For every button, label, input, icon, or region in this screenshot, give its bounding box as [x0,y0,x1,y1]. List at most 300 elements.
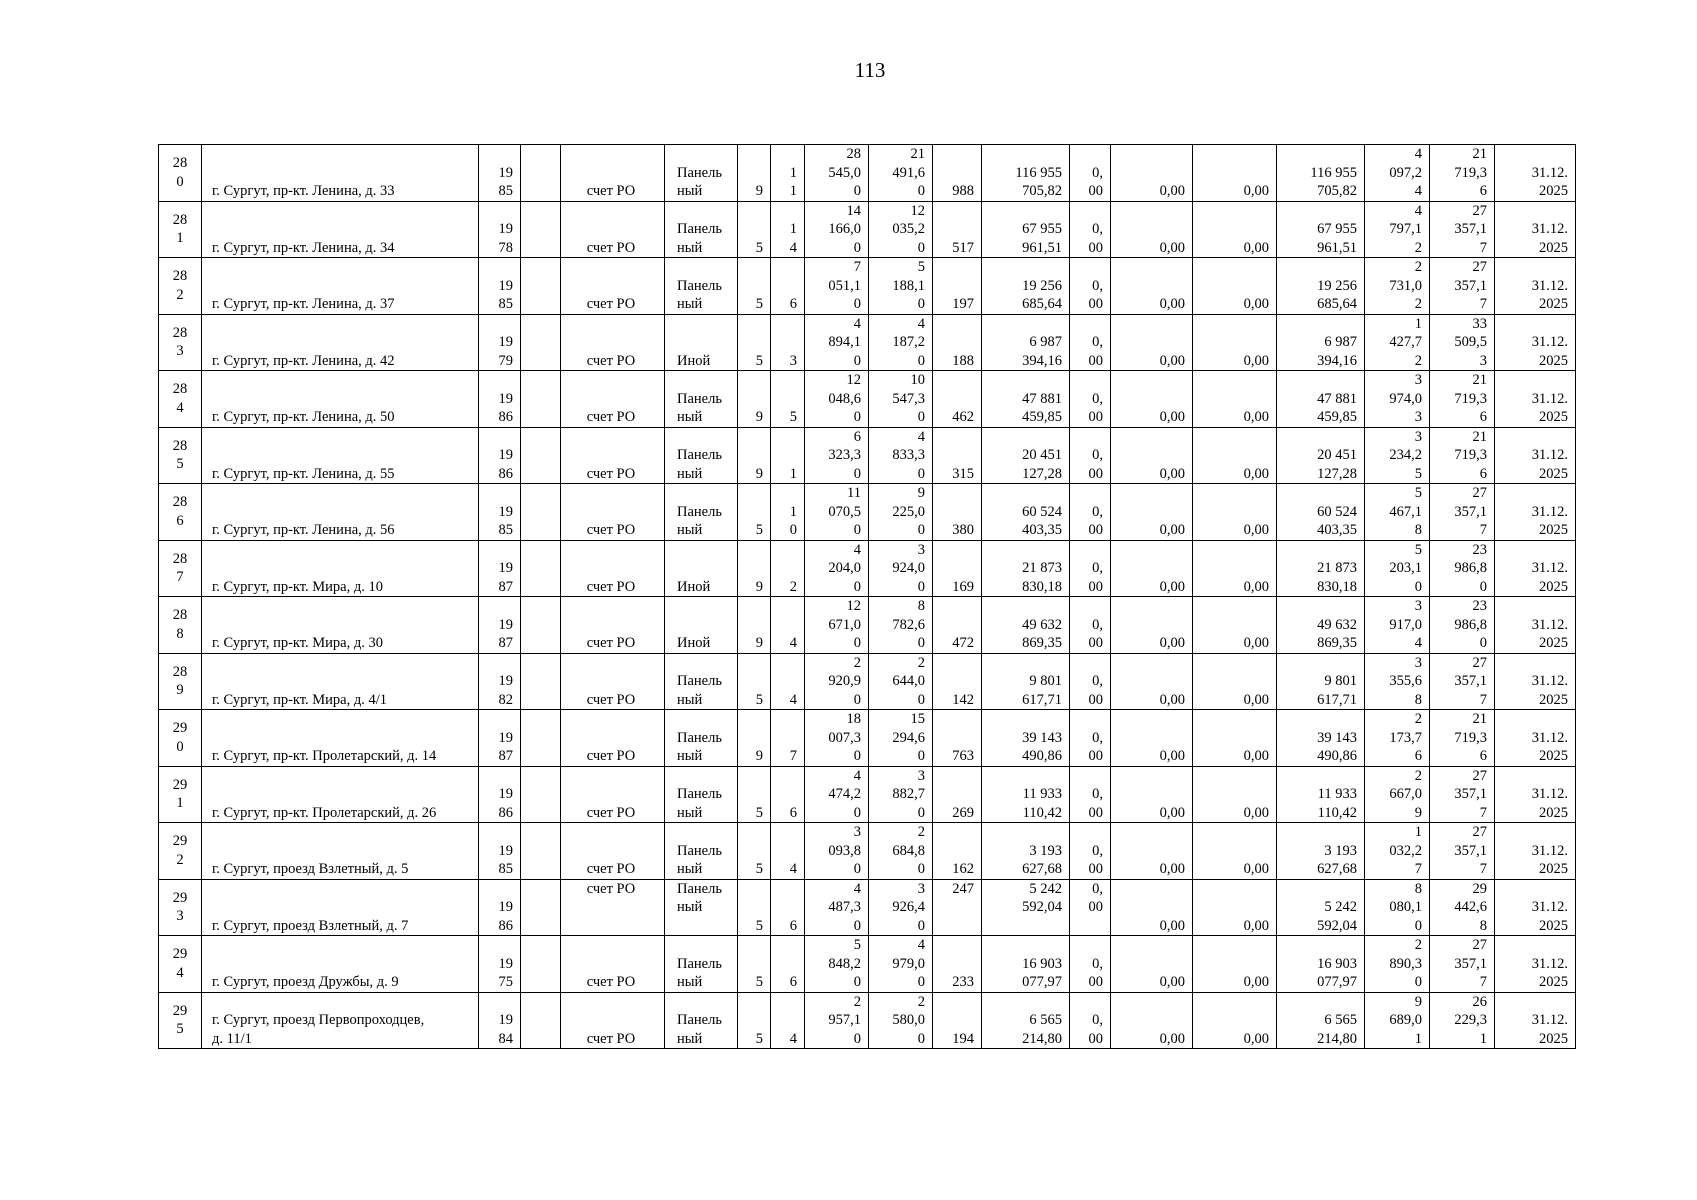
max-unit-cost-cell: 33 509,5 3 [1430,314,1495,371]
funding-source-cell: счет РО [561,145,665,202]
row-number-cell: 29 2 [159,823,202,880]
entrances-cell: 2 [771,540,805,597]
max-unit-cost-cell: 21 719,3 6 [1430,371,1495,428]
empty-cell [521,879,561,936]
local-budget-cost-cell: 0,00 [1193,879,1277,936]
entrances-cell: 4 [771,992,805,1049]
row-number-cell: 28 7 [159,540,202,597]
commission-year-cell: 19 84 [479,992,521,1049]
row-number-cell: 29 4 [159,936,202,993]
table-row [159,653,1576,710]
empty-cell [521,427,561,484]
residents-cell: 197 [933,258,982,315]
max-unit-cost-cell: 27 357,1 7 [1430,653,1495,710]
funding-source-cell: счет РО [561,823,665,880]
budget-cost-cell: 0,00 [1111,145,1193,202]
address-cell: г. Сургут, пр-кт. Ленина, д. 42 [202,314,479,371]
entrances-cell: 1 1 [771,145,805,202]
total-cost-cell: 11 933 110,42 [982,766,1070,823]
row-number-cell: 28 5 [159,427,202,484]
living-area-cell: 5 188,1 0 [869,258,933,315]
floors-cell: 9 [738,145,771,202]
budget-cost-cell: 0,00 [1111,258,1193,315]
table-row [159,597,1576,654]
commission-year-cell: 19 87 [479,597,521,654]
total-area-cell: 18 007,3 0 [805,710,869,767]
local-budget-cost-cell: 0,00 [1193,766,1277,823]
local-budget-cost-cell: 0,00 [1193,653,1277,710]
fund-cost-cell: 0, 00 [1070,258,1111,315]
entrances-cell: 6 [771,879,805,936]
local-budget-cost-cell: 0,00 [1193,258,1277,315]
total-cost-cell: 6 565 214,80 [982,992,1070,1049]
entrances-cell: 6 [771,936,805,993]
total-area-cell: 4 474,2 0 [805,766,869,823]
unit-cost-cell: 4 797,1 2 [1365,201,1430,258]
residents-cell: 194 [933,992,982,1049]
funding-source-cell: счет РО [561,766,665,823]
living-area-cell: 12 035,2 0 [869,201,933,258]
fund-cost-cell: 0, 00 [1070,653,1111,710]
table-row [159,201,1576,258]
wall-material-cell: Иной [665,597,738,654]
address-cell: г. Сургут, проезд Взлетный, д. 7 [202,879,479,936]
commission-year-cell: 19 85 [479,258,521,315]
deadline-cell: 31.12. 2025 [1495,484,1576,541]
residents-cell: 763 [933,710,982,767]
fund-cost-cell: 0, 00 [1070,597,1111,654]
max-unit-cost-cell: 26 229,3 1 [1430,992,1495,1049]
wall-material-cell: Панель ный [665,879,738,936]
entrances-cell: 4 [771,597,805,654]
unit-cost-cell: 9 689,0 1 [1365,992,1430,1049]
housing-registry-table [158,144,1576,1049]
address-cell: г. Сургут, пр-кт. Мира, д. 30 [202,597,479,654]
wall-material-cell: Иной [665,540,738,597]
entrances-cell: 1 0 [771,484,805,541]
unit-cost-cell: 3 974,0 3 [1365,371,1430,428]
floors-cell: 5 [738,823,771,880]
wall-material-cell: Панель ный [665,258,738,315]
commission-year-cell: 19 85 [479,484,521,541]
row-number-cell: 28 0 [159,145,202,202]
wall-material-cell: Панель ный [665,201,738,258]
funding-source-cell: счет РО [561,427,665,484]
total-cost-cell: 47 881 459,85 [982,371,1070,428]
deadline-cell: 31.12. 2025 [1495,427,1576,484]
living-area-cell: 21 491,6 0 [869,145,933,202]
entrances-cell: 1 [771,427,805,484]
floors-cell: 5 [738,314,771,371]
deadline-cell: 31.12. 2025 [1495,710,1576,767]
local-budget-cost-cell: 0,00 [1193,427,1277,484]
row-number-cell: 28 1 [159,201,202,258]
empty-cell [521,371,561,428]
fund-cost-cell: 0, 00 [1070,766,1111,823]
residents-cell: 188 [933,314,982,371]
budget-cost-cell: 0,00 [1111,314,1193,371]
total-cost-cell: 67 955 961,51 [982,201,1070,258]
unit-cost-cell: 1 032,2 7 [1365,823,1430,880]
living-area-cell: 2 684,8 0 [869,823,933,880]
owners-cost-cell: 9 801 617,71 [1277,653,1365,710]
floors-cell: 5 [738,258,771,315]
living-area-cell: 4 979,0 0 [869,936,933,993]
address-cell: г. Сургут, пр-кт. Мира, д. 4/1 [202,653,479,710]
budget-cost-cell: 0,00 [1111,710,1193,767]
wall-material-cell: Панель ный [665,823,738,880]
budget-cost-cell: 0,00 [1111,992,1193,1049]
page-number: 113 [854,58,886,82]
total-area-cell: 6 323,3 0 [805,427,869,484]
unit-cost-cell: 3 917,0 4 [1365,597,1430,654]
max-unit-cost-cell: 27 357,1 7 [1430,936,1495,993]
address-cell: г. Сургут, пр-кт. Ленина, д. 37 [202,258,479,315]
floors-cell: 9 [738,371,771,428]
deadline-cell: 31.12. 2025 [1495,936,1576,993]
row-number-cell: 28 9 [159,653,202,710]
local-budget-cost-cell: 0,00 [1193,992,1277,1049]
living-area-cell: 8 782,6 0 [869,597,933,654]
floors-cell: 9 [738,540,771,597]
local-budget-cost-cell: 0,00 [1193,145,1277,202]
living-area-cell: 4 187,2 0 [869,314,933,371]
budget-cost-cell: 0,00 [1111,936,1193,993]
empty-cell [521,201,561,258]
table-row [159,823,1576,880]
residents-cell: 988 [933,145,982,202]
total-cost-cell: 6 987 394,16 [982,314,1070,371]
table-row [159,540,1576,597]
floors-cell: 5 [738,484,771,541]
deadline-cell: 31.12. 2025 [1495,258,1576,315]
address-cell: г. Сургут, пр-кт. Пролетарский, д. 26 [202,766,479,823]
unit-cost-cell: 2 890,3 0 [1365,936,1430,993]
budget-cost-cell: 0,00 [1111,484,1193,541]
unit-cost-cell: 1 427,7 2 [1365,314,1430,371]
wall-material-cell: Панель ный [665,484,738,541]
funding-source-cell: счет РО [561,540,665,597]
residents-cell: 169 [933,540,982,597]
address-cell: г. Сургут, проезд Взлетный, д. 5 [202,823,479,880]
owners-cost-cell: 20 451 127,28 [1277,427,1365,484]
row-number-cell: 29 5 [159,992,202,1049]
table-row [159,879,1576,936]
max-unit-cost-cell: 27 357,1 7 [1430,484,1495,541]
total-area-cell: 2 920,9 0 [805,653,869,710]
row-number-cell: 29 1 [159,766,202,823]
total-cost-cell: 19 256 685,64 [982,258,1070,315]
commission-year-cell: 19 86 [479,766,521,823]
wall-material-cell: Иной [665,314,738,371]
total-cost-cell: 20 451 127,28 [982,427,1070,484]
floors-cell: 5 [738,653,771,710]
fund-cost-cell: 0, 00 [1070,879,1111,936]
owners-cost-cell: 39 143 490,86 [1277,710,1365,767]
empty-cell [521,653,561,710]
owners-cost-cell: 11 933 110,42 [1277,766,1365,823]
residents-cell: 142 [933,653,982,710]
address-cell: г. Сургут, пр-кт. Пролетарский, д. 14 [202,710,479,767]
local-budget-cost-cell: 0,00 [1193,823,1277,880]
empty-cell [521,258,561,315]
max-unit-cost-cell: 27 357,1 7 [1430,258,1495,315]
address-cell: г. Сургут, пр-кт. Ленина, д. 56 [202,484,479,541]
total-cost-cell: 39 143 490,86 [982,710,1070,767]
wall-material-cell: Панель ный [665,936,738,993]
wall-material-cell: Панель ный [665,992,738,1049]
entrances-cell: 6 [771,258,805,315]
entrances-cell: 6 [771,766,805,823]
wall-material-cell: Панель ный [665,653,738,710]
local-budget-cost-cell: 0,00 [1193,371,1277,428]
commission-year-cell: 19 85 [479,823,521,880]
living-area-cell: 4 833,3 0 [869,427,933,484]
fund-cost-cell: 0, 00 [1070,427,1111,484]
local-budget-cost-cell: 0,00 [1193,201,1277,258]
budget-cost-cell: 0,00 [1111,879,1193,936]
total-area-cell: 14 166,0 0 [805,201,869,258]
living-area-cell: 3 924,0 0 [869,540,933,597]
owners-cost-cell: 21 873 830,18 [1277,540,1365,597]
owners-cost-cell: 60 524 403,35 [1277,484,1365,541]
table-row [159,992,1576,1049]
owners-cost-cell: 5 242 592,04 [1277,879,1365,936]
total-area-cell: 7 051,1 0 [805,258,869,315]
budget-cost-cell: 0,00 [1111,823,1193,880]
funding-source-cell: счет РО [561,201,665,258]
residents-cell: 472 [933,597,982,654]
row-number-cell: 28 6 [159,484,202,541]
floors-cell: 9 [738,710,771,767]
fund-cost-cell: 0, 00 [1070,540,1111,597]
commission-year-cell: 19 87 [479,540,521,597]
total-area-cell: 4 487,3 0 [805,879,869,936]
residents-cell: 247 [933,879,982,936]
registry-body [159,145,1576,1049]
address-cell: г. Сургут, пр-кт. Ленина, д. 55 [202,427,479,484]
total-cost-cell: 60 524 403,35 [982,484,1070,541]
table-row [159,314,1576,371]
total-cost-cell: 21 873 830,18 [982,540,1070,597]
empty-cell [521,314,561,371]
total-area-cell: 28 545,0 0 [805,145,869,202]
local-budget-cost-cell: 0,00 [1193,597,1277,654]
commission-year-cell: 19 82 [479,653,521,710]
funding-source-cell: счет РО [561,992,665,1049]
deadline-cell: 31.12. 2025 [1495,879,1576,936]
living-area-cell: 2 644,0 0 [869,653,933,710]
deadline-cell: 31.12. 2025 [1495,145,1576,202]
floors-cell: 5 [738,879,771,936]
max-unit-cost-cell: 23 986,8 0 [1430,597,1495,654]
deadline-cell: 31.12. 2025 [1495,597,1576,654]
max-unit-cost-cell: 23 986,8 0 [1430,540,1495,597]
wall-material-cell: Панель ный [665,427,738,484]
total-area-cell: 4 894,1 0 [805,314,869,371]
entrances-cell: 7 [771,710,805,767]
deadline-cell: 31.12. 2025 [1495,653,1576,710]
unit-cost-cell: 2 173,7 6 [1365,710,1430,767]
commission-year-cell: 19 86 [479,371,521,428]
unit-cost-cell: 3 234,2 5 [1365,427,1430,484]
funding-source-cell: счет РО [561,879,665,936]
residents-cell: 315 [933,427,982,484]
total-cost-cell: 16 903 077,97 [982,936,1070,993]
budget-cost-cell: 0,00 [1111,766,1193,823]
max-unit-cost-cell: 29 442,6 8 [1430,879,1495,936]
fund-cost-cell: 0, 00 [1070,201,1111,258]
deadline-cell: 31.12. 2025 [1495,540,1576,597]
budget-cost-cell: 0,00 [1111,540,1193,597]
row-number-cell: 29 3 [159,879,202,936]
table-row [159,258,1576,315]
fund-cost-cell: 0, 00 [1070,371,1111,428]
empty-cell [521,823,561,880]
wall-material-cell: Панель ный [665,710,738,767]
empty-cell [521,540,561,597]
total-cost-cell: 5 242 592,04 [982,879,1070,936]
budget-cost-cell: 0,00 [1111,371,1193,428]
funding-source-cell: счет РО [561,653,665,710]
table-row [159,145,1576,202]
residents-cell: 380 [933,484,982,541]
living-area-cell: 3 926,4 0 [869,879,933,936]
fund-cost-cell: 0, 00 [1070,936,1111,993]
funding-source-cell: счет РО [561,314,665,371]
residents-cell: 233 [933,936,982,993]
address-cell: г. Сургут, пр-кт. Ленина, д. 33 [202,145,479,202]
address-cell: г. Сургут, пр-кт. Ленина, д. 34 [202,201,479,258]
address-cell: г. Сургут, проезд Первопроходцев, д. 11/1 [202,992,479,1049]
owners-cost-cell: 3 193 627,68 [1277,823,1365,880]
total-cost-cell: 9 801 617,71 [982,653,1070,710]
total-cost-cell: 3 193 627,68 [982,823,1070,880]
floors-cell: 9 [738,427,771,484]
living-area-cell: 15 294,6 0 [869,710,933,767]
deadline-cell: 31.12. 2025 [1495,766,1576,823]
unit-cost-cell: 2 731,0 2 [1365,258,1430,315]
total-area-cell: 12 671,0 0 [805,597,869,654]
empty-cell [521,766,561,823]
table-row [159,710,1576,767]
total-area-cell: 3 093,8 0 [805,823,869,880]
total-area-cell: 5 848,2 0 [805,936,869,993]
unit-cost-cell: 3 355,6 8 [1365,653,1430,710]
residents-cell: 462 [933,371,982,428]
max-unit-cost-cell: 27 357,1 7 [1430,766,1495,823]
entrances-cell: 5 [771,371,805,428]
living-area-cell: 9 225,0 0 [869,484,933,541]
total-area-cell: 11 070,5 0 [805,484,869,541]
living-area-cell: 3 882,7 0 [869,766,933,823]
owners-cost-cell: 16 903 077,97 [1277,936,1365,993]
floors-cell: 5 [738,201,771,258]
table-row [159,371,1576,428]
commission-year-cell: 19 75 [479,936,521,993]
floors-cell: 5 [738,766,771,823]
residents-cell: 162 [933,823,982,880]
budget-cost-cell: 0,00 [1111,597,1193,654]
budget-cost-cell: 0,00 [1111,427,1193,484]
owners-cost-cell: 67 955 961,51 [1277,201,1365,258]
deadline-cell: 31.12. 2025 [1495,201,1576,258]
entrances-cell: 4 [771,823,805,880]
row-number-cell: 28 2 [159,258,202,315]
total-cost-cell: 49 632 869,35 [982,597,1070,654]
local-budget-cost-cell: 0,00 [1193,936,1277,993]
max-unit-cost-cell: 27 357,1 7 [1430,823,1495,880]
owners-cost-cell: 116 955 705,82 [1277,145,1365,202]
table-row [159,484,1576,541]
empty-cell [521,936,561,993]
row-number-cell: 28 4 [159,371,202,428]
funding-source-cell: счет РО [561,371,665,428]
max-unit-cost-cell: 21 719,3 6 [1430,145,1495,202]
owners-cost-cell: 6 565 214,80 [1277,992,1365,1049]
row-number-cell: 28 8 [159,597,202,654]
entrances-cell: 4 [771,653,805,710]
wall-material-cell: Панель ный [665,371,738,428]
budget-cost-cell: 0,00 [1111,653,1193,710]
owners-cost-cell: 6 987 394,16 [1277,314,1365,371]
deadline-cell: 31.12. 2025 [1495,823,1576,880]
local-budget-cost-cell: 0,00 [1193,314,1277,371]
funding-source-cell: счет РО [561,484,665,541]
local-budget-cost-cell: 0,00 [1193,710,1277,767]
owners-cost-cell: 47 881 459,85 [1277,371,1365,428]
funding-source-cell: счет РО [561,258,665,315]
wall-material-cell: Панель ный [665,145,738,202]
residents-cell: 517 [933,201,982,258]
table-row [159,766,1576,823]
fund-cost-cell: 0, 00 [1070,992,1111,1049]
entrances-cell: 3 [771,314,805,371]
residents-cell: 269 [933,766,982,823]
total-area-cell: 2 957,1 0 [805,992,869,1049]
fund-cost-cell: 0, 00 [1070,710,1111,767]
floors-cell: 5 [738,992,771,1049]
row-number-cell: 29 0 [159,710,202,767]
funding-source-cell: счет РО [561,710,665,767]
unit-cost-cell: 5 203,1 0 [1365,540,1430,597]
funding-source-cell: счет РО [561,597,665,654]
address-cell: г. Сургут, проезд Дружбы, д. 9 [202,936,479,993]
deadline-cell: 31.12. 2025 [1495,314,1576,371]
total-area-cell: 4 204,0 0 [805,540,869,597]
unit-cost-cell: 5 467,1 8 [1365,484,1430,541]
empty-cell [521,710,561,767]
empty-cell [521,597,561,654]
owners-cost-cell: 19 256 685,64 [1277,258,1365,315]
local-budget-cost-cell: 0,00 [1193,484,1277,541]
table-row [159,427,1576,484]
row-number-cell: 28 3 [159,314,202,371]
deadline-cell: 31.12. 2025 [1495,371,1576,428]
unit-cost-cell: 4 097,2 4 [1365,145,1430,202]
commission-year-cell: 19 85 [479,145,521,202]
fund-cost-cell: 0, 00 [1070,484,1111,541]
fund-cost-cell: 0, 00 [1070,314,1111,371]
max-unit-cost-cell: 21 719,3 6 [1430,710,1495,767]
commission-year-cell: 19 87 [479,710,521,767]
table-row [159,936,1576,993]
floors-cell: 5 [738,936,771,993]
empty-cell [521,992,561,1049]
funding-source-cell: счет РО [561,936,665,993]
total-cost-cell: 116 955 705,82 [982,145,1070,202]
max-unit-cost-cell: 21 719,3 6 [1430,427,1495,484]
